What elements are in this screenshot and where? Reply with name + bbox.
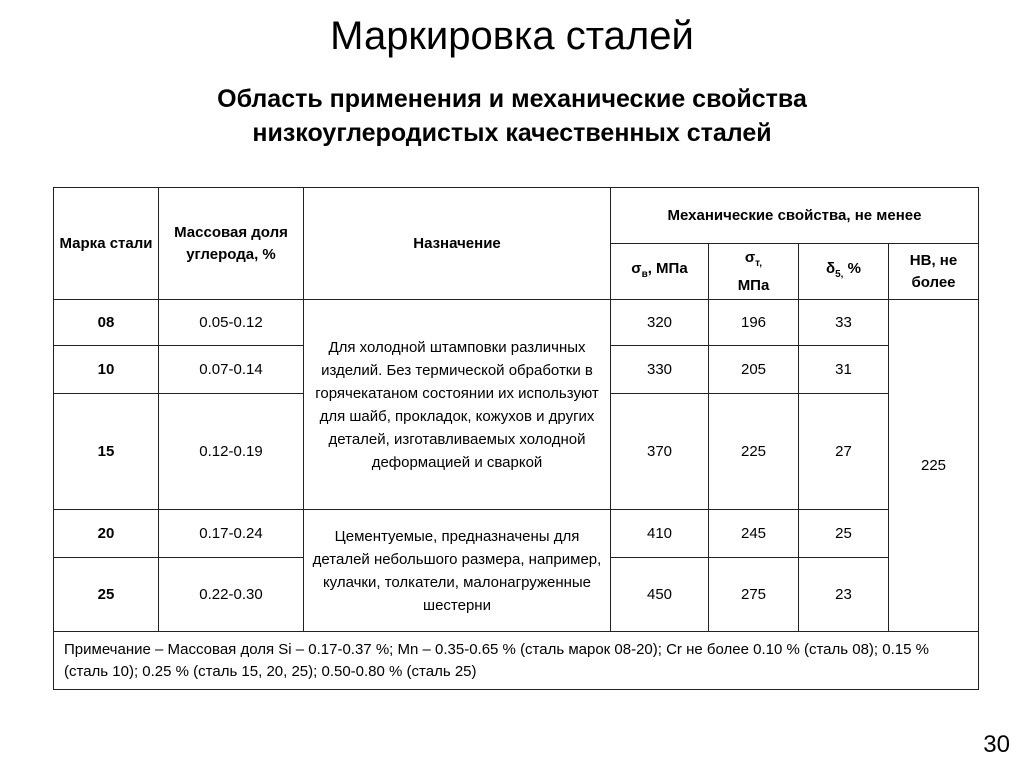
table-row — [54, 510, 979, 558]
header-hb: НВ, не более — [889, 244, 979, 300]
header-delta: $\delta_{5,}$ % — [799, 244, 889, 300]
header-sigma-t: $\sigma_{т,}$ МПа — [709, 244, 799, 300]
grade-cell: 20 — [54, 510, 159, 558]
grade-cell: 10 — [54, 346, 159, 394]
sigma-t-cell: 225 — [709, 394, 799, 510]
header-mechanical-properties: Механические свойства, не менее — [611, 188, 979, 244]
sigma-t-cell: 196 — [709, 300, 799, 346]
page-subtitle — [0, 82, 1024, 150]
header-carbon: Массовая доля углерода, % — [159, 188, 304, 300]
sigma-b-cell: 370 — [611, 394, 709, 510]
purpose-cell: Для холодной штамповки различных изделий. Без термической обработки в горячекатаном состоянии их используют для шайб, прокладок, кожухов и других деталей, изготавливаемых холодной деформацией и сваркой — [304, 300, 611, 510]
header-grade: Марка стали — [54, 188, 159, 300]
delta-cell: 27 — [799, 394, 889, 510]
subtitle-line-1: Область применения и механические свойства — [217, 85, 807, 113]
subtitle-line-2: низкоуглеродистых качественных сталей — [252, 119, 772, 147]
carbon-cell: 0.07-0.14 — [159, 346, 304, 394]
purpose-cell: Цементуемые, предназначены для деталей небольшого размера, например, кулачки, толкатели, малонагруженные шестерни — [304, 510, 611, 632]
carbon-cell: 0.05-0.12 — [159, 300, 304, 346]
table-row — [54, 300, 979, 346]
delta-cell: 25 — [799, 510, 889, 558]
sigma-b-cell: 410 — [611, 510, 709, 558]
carbon-cell: 0.22-0.30 — [159, 558, 304, 632]
page-title: Маркировка сталей — [330, 14, 694, 58]
sigma-t-cell: 245 — [709, 510, 799, 558]
sigma-t-cell: 275 — [709, 558, 799, 632]
delta-cell: 33 — [799, 300, 889, 346]
page-number: 30 — [983, 731, 1010, 758]
sigma-b-cell: 320 — [611, 300, 709, 346]
delta-cell: 31 — [799, 346, 889, 394]
grade-cell: 15 — [54, 394, 159, 510]
steel-properties-table — [53, 187, 979, 690]
header-purpose: Назначение — [304, 188, 611, 300]
hb-cell: 225 — [889, 300, 979, 632]
carbon-cell: 0.17-0.24 — [159, 510, 304, 558]
grade-cell: 08 — [54, 300, 159, 346]
carbon-cell: 0.12-0.19 — [159, 394, 304, 510]
header-sigma-b: $\sigma_в$, МПа — [611, 244, 709, 300]
sigma-t-cell: 205 — [709, 346, 799, 394]
sigma-b-cell: 450 — [611, 558, 709, 632]
table-note: Примечание – Массовая доля Si – 0.17-0.37 %; Mn – 0.35-0.65 % (сталь марок 08-20); Cr не более 0.10 % (сталь 08); 0.15 % (сталь 10); 0.25 % (сталь 15, 20, 25); 0.50-0.80 % (сталь 25) — [54, 632, 979, 690]
grade-cell: 25 — [54, 558, 159, 632]
sigma-b-cell: 330 — [611, 346, 709, 394]
delta-cell: 23 — [799, 558, 889, 632]
